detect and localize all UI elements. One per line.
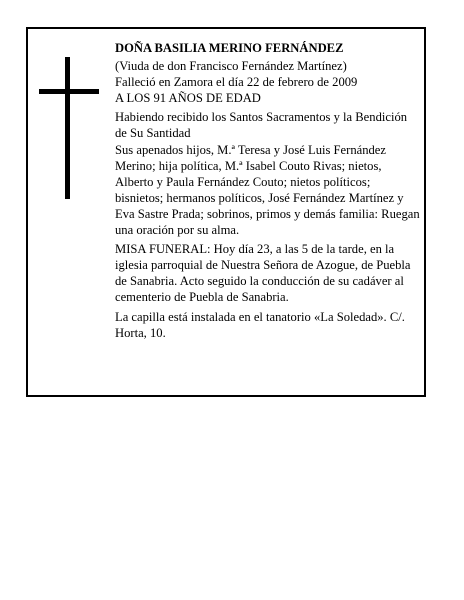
funeral-mass-paragraph: MISA FUNERAL: Hoy día 23, a las 5 de la tarde, en la iglesia parroquial de Nuestra Señora de Azogue, de Puebla de Sanabria. Acto seguido la conducción de su cadáver al cementerio de Puebla de Sanabria. xyxy=(115,242,411,305)
cross-icon xyxy=(39,57,99,199)
deceased-name: DOÑA BASILIA MERINO FERNÁNDEZ xyxy=(115,41,344,55)
chapel-paragraph: La capilla está instalada en el tanatorio «La Soledad». C/. Horta, 10. xyxy=(115,309,405,340)
cross-vertical-bar xyxy=(65,57,70,199)
widow-of-line: (Viuda de don Francisco Fernández Martínez) xyxy=(115,59,347,74)
obituary-text xyxy=(115,40,420,341)
obituary-notice xyxy=(26,27,426,397)
cross-horizontal-bar xyxy=(39,89,99,94)
family-paragraph: Sus apenados hijos, M.ª Teresa y José Luis Fernández Merino; hija política, M.ª Isabel Couto Rivas; nietos, Alberto y Paula Fernández Couto; nietos políticos; bisnietos; hermanos políticos, José Fernández Martínez y Eva Sastre Prada; sobrinos, primos y demás familia: Ruegan una oración por su alma. xyxy=(115,142,420,238)
age-line: A LOS 91 AÑOS DE EDAD xyxy=(115,91,261,106)
sacraments-line: Habiendo recibido los Santos Sacramentos y la Bendición de Su Santidad xyxy=(115,110,408,141)
death-line: Falleció en Zamora el día 22 de febrero de 2009 xyxy=(115,75,358,90)
